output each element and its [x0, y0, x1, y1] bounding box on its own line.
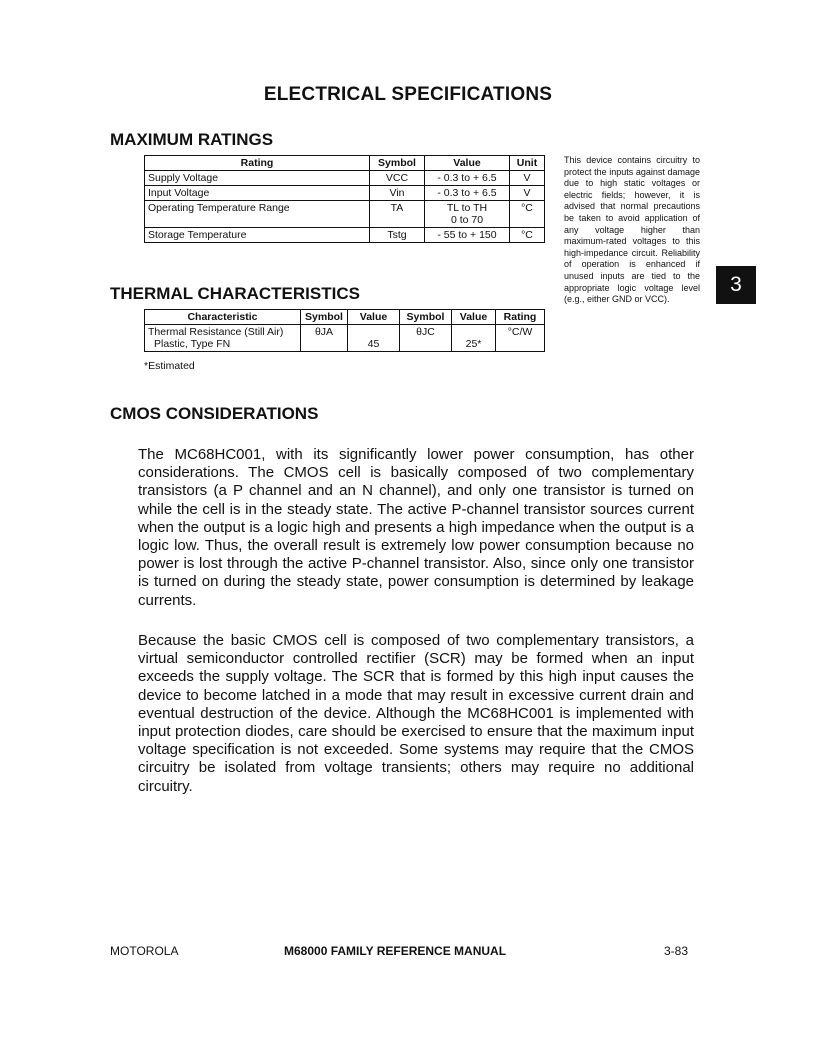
- symbol-cell: Tstg: [370, 228, 425, 243]
- col-header-symbol: Symbol: [400, 310, 452, 325]
- table-row: [145, 201, 545, 228]
- cmos-paragraph-1: The MC68HC001, with its significantly lower power consumption, has other considerations. The CMOS cell is basically composed of two complementary transistors (a P channel and an N channel), and only one transistor is turned on while the cell is in the steady state. The active P-channel transistor sources current when the output is a logic high and presents a high impedance when the output is a logic low. Thus, the overall result is extremely low power consumption because no power is lost through the active P-channel transistor. Also, since only one transistor is turned on during the steady state, power consumption is determined by leakage currents.: [138, 446, 694, 609]
- unit-cell: V: [510, 171, 545, 186]
- unit-cell: V: [510, 186, 545, 201]
- characteristic-line: Plastic, Type FN: [154, 338, 231, 350]
- unit-cell: °C: [510, 201, 545, 228]
- value-cell: - 0.3 to + 6.5: [425, 171, 510, 186]
- static-protection-note: This device contains circuitry to protect the inputs against damage due to high static voltages or electric fields; however, it is advised that normal precautions be taken to avoid application of any voltage higher than maximum-rated voltages to this high-impedance circuit. Reliability of operation is enhanced if unused inputs are tied to the appropriate logic voltage level (e.g., either GND or VCC).: [564, 155, 700, 305]
- thermal-heading: THERMAL CHARACTERISTICS: [110, 284, 360, 303]
- cmos-heading: CMOS CONSIDERATIONS: [110, 404, 319, 423]
- thermal-table: [144, 309, 545, 352]
- value-line: TL to TH: [446, 202, 488, 214]
- value-cell: - 0.3 to + 6.5: [425, 186, 510, 201]
- symbol-cell: Vin: [370, 186, 425, 201]
- value-cell: [425, 201, 510, 228]
- footer-left: MOTOROLA: [110, 944, 179, 958]
- footer-center: M68000 FAMILY REFERENCE MANUAL: [284, 944, 507, 958]
- value-line: 0 to 70: [450, 214, 484, 226]
- table-row: [145, 228, 545, 243]
- rating-cell: Operating Temperature Range: [145, 201, 370, 228]
- col-header-value: Value: [425, 156, 510, 171]
- rating-cell: Storage Temperature: [145, 228, 370, 243]
- col-header-value: Value: [452, 310, 496, 325]
- table-row: [145, 171, 545, 186]
- value-cell: 25*: [452, 325, 496, 352]
- table-header-row: [145, 156, 545, 171]
- cmos-paragraph-2: Because the basic CMOS cell is composed of two complementary transistors, a virtual semiconductor controlled rectifier (SCR) may be formed when an input exceeds the supply voltage. The SCR that is formed by this high input causes the device to become latched in a mode that may result in excessive current drain and eventual destruction of the device. Although the MC68HC001 is implemented with input protection diodes, care should be exercised to ensure that the maximum input voltage specification is not exceeded. Some systems may require that the CMOS circuitry be isolated from voltage transients; others may require no additional circuitry.: [138, 632, 694, 795]
- table-header-row: [145, 310, 545, 325]
- col-header-value: Value: [348, 310, 400, 325]
- section-tab-badge: 3: [716, 266, 756, 304]
- value-cell: - 55 to + 150: [425, 228, 510, 243]
- col-header-unit: Unit: [510, 156, 545, 171]
- col-header-characteristic: Characteristic: [145, 310, 301, 325]
- col-header-symbol: Symbol: [301, 310, 348, 325]
- symbol-cell: θJC: [400, 325, 452, 352]
- characteristic-cell: [145, 325, 301, 352]
- characteristic-line: Thermal Resistance (Still Air): [148, 326, 284, 338]
- footnote: *Estimated: [144, 360, 195, 372]
- table-row: [145, 186, 545, 201]
- symbol-cell: TA: [370, 201, 425, 228]
- rating-cell: Input Voltage: [145, 186, 370, 201]
- col-header-symbol: Symbol: [370, 156, 425, 171]
- rating-cell: Supply Voltage: [145, 171, 370, 186]
- symbol-cell: θJA: [301, 325, 348, 352]
- rating-cell: °C/W: [496, 325, 545, 352]
- unit-cell: °C: [510, 228, 545, 243]
- max-ratings-heading: MAXIMUM RATINGS: [110, 130, 274, 149]
- max-ratings-table: [144, 155, 545, 243]
- symbol-cell: VCC: [370, 171, 425, 186]
- table-row: [145, 325, 545, 352]
- page-title: ELECTRICAL SPECIFICATIONS: [263, 84, 553, 105]
- value-cell: 45: [348, 325, 400, 352]
- footer-page-number: 3-83: [664, 944, 689, 958]
- col-header-rating: Rating: [145, 156, 370, 171]
- col-header-rating: Rating: [496, 310, 545, 325]
